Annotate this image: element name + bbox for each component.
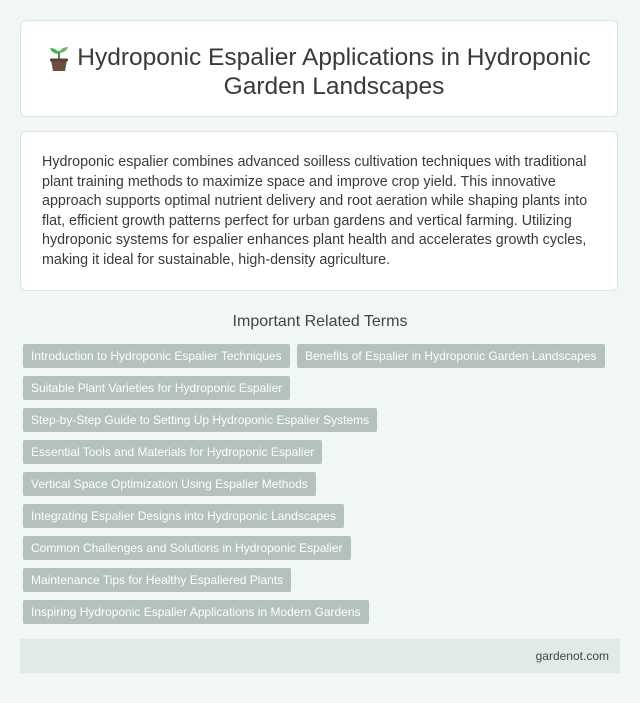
related-term-tag[interactable]: Suitable Plant Varieties for Hydroponic Espalier (23, 376, 290, 400)
related-term-tag[interactable]: Vertical Space Optimization Using Espalier Methods (23, 472, 316, 496)
related-term-tag[interactable]: Maintenance Tips for Healthy Espaliered Plants (23, 568, 291, 592)
related-term-tag[interactable]: Integrating Espalier Designs into Hydroponic Landscapes (23, 504, 344, 528)
footer (20, 639, 620, 673)
intro-card (20, 131, 618, 291)
related-term-tag[interactable]: Inspiring Hydroponic Espalier Applications in Modern Gardens (23, 600, 369, 624)
related-term-tag[interactable]: Introduction to Hydroponic Espalier Techniques (23, 344, 290, 368)
related-terms-heading: Important Related Terms (232, 313, 408, 330)
footer-site-link[interactable]: gardenot.com (535, 649, 609, 663)
page-title: Hydroponic Espalier Applications in Hydroponic Garden Landscapes (77, 44, 591, 100)
related-term-tag[interactable]: Benefits of Espalier in Hydroponic Garden Landscapes (297, 344, 605, 368)
related-term-tag[interactable]: Step-by-Step Guide to Setting Up Hydroponic Espalier Systems (23, 408, 377, 432)
related-term-tag[interactable]: Essential Tools and Materials for Hydroponic Espalier (23, 440, 322, 464)
related-term-tag[interactable]: Common Challenges and Solutions in Hydroponic Espalier (23, 536, 351, 560)
intro-paragraph: Hydroponic espalier combines advanced soilless cultivation techniques with traditional plant training methods to maximize space and improve crop yield. This innovative approach supports optimal nutrient delivery and root aeration while shaping plants into flat, efficient growth patterns perfect for urban gardens and vertical farming. Utilizing hydroponic systems for espalier enhances plant health and accelerates growth cycles, making it ideal for sustainable, high-density agriculture. (42, 154, 588, 268)
title-card (20, 20, 618, 117)
